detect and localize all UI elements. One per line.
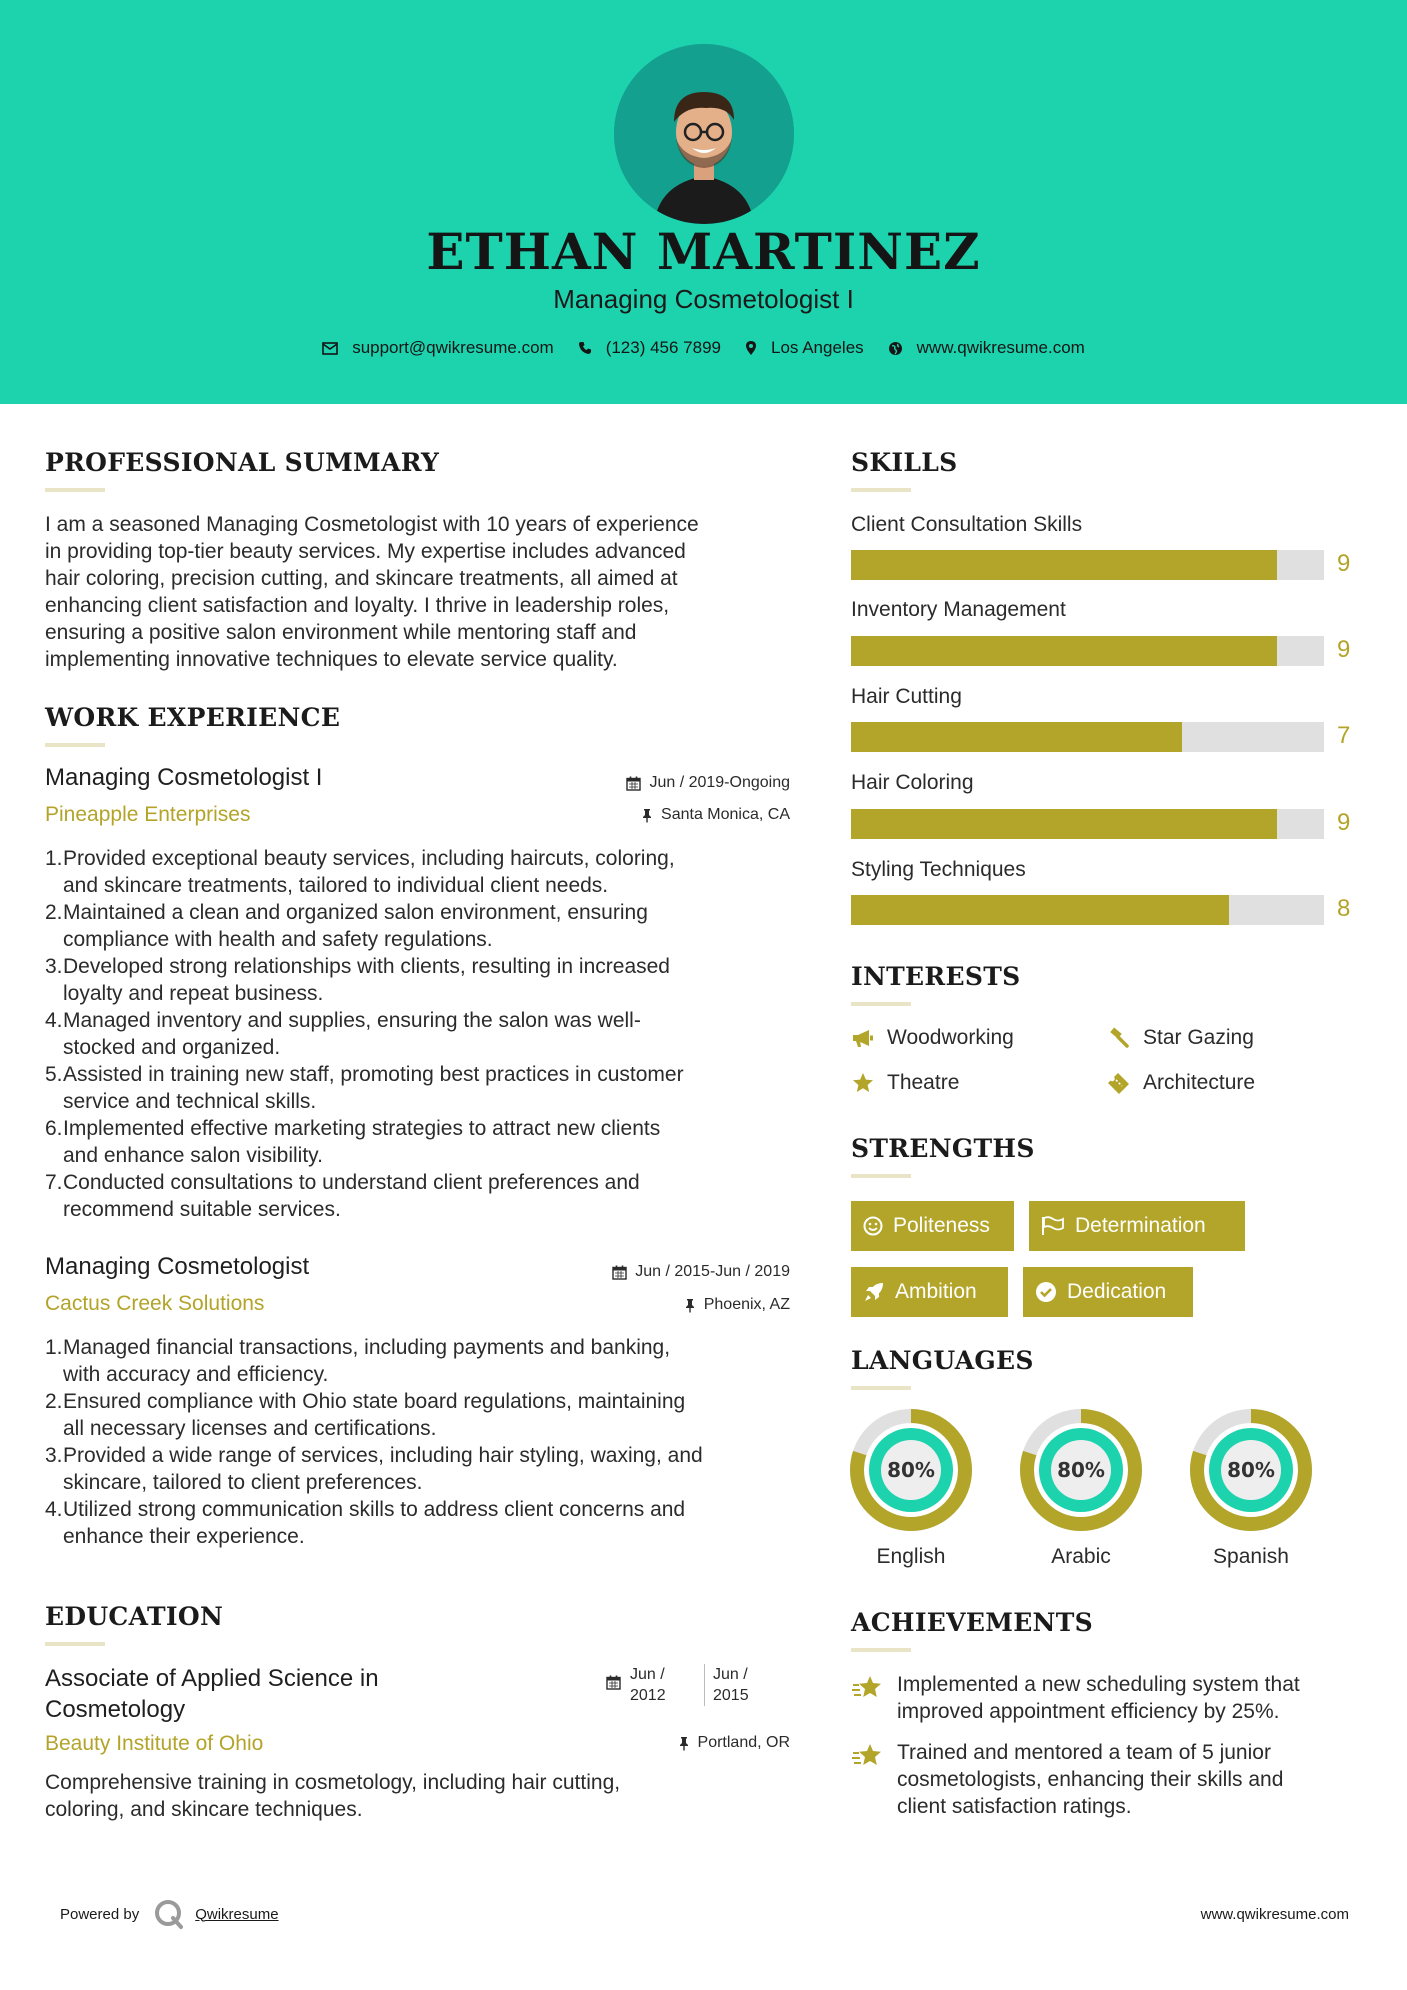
strength-label: Determination: [1075, 1214, 1206, 1237]
job-date-text: Jun / 2019-Ongoing: [649, 774, 790, 791]
summary-line: ensuring a positive salon environment while mentoring staff and: [45, 621, 637, 644]
item-line: Managed financial transactions, including payments and banking,: [63, 1336, 671, 1359]
item-line: enhance their experience.: [63, 1525, 305, 1548]
achievement-line: client satisfaction ratings.: [897, 1795, 1132, 1818]
job-date: [520, 774, 790, 792]
job-date: [520, 1263, 790, 1281]
candidate-title: Managing Cosmetologist I: [553, 284, 854, 314]
list-item: [45, 1442, 805, 1496]
pushpin-icon: [678, 1736, 690, 1751]
summary-heading: PROFESSIONAL SUMMARY: [45, 448, 440, 477]
job-date-text: Jun / 2015-Jun / 2019: [635, 1263, 790, 1280]
languages-heading: LANGUAGES: [851, 1346, 1034, 1375]
pushpin-icon: [684, 1298, 696, 1313]
list-item: [45, 1334, 805, 1388]
ring-percent: 80%: [1057, 1458, 1105, 1482]
achievement-line: cosmetologists, enhancing their skills and: [897, 1768, 1284, 1791]
experience-heading: WORK EXPERIENCE: [45, 703, 341, 732]
company-name: Cactus Creek Solutions: [45, 1292, 265, 1315]
item-number: 2.: [45, 1390, 63, 1413]
list-item: [45, 953, 805, 1007]
envelope-icon: [322, 342, 338, 355]
summary-line: implementing innovative techniques to elevate service quality.: [45, 648, 618, 671]
experience-heading-underline: [45, 743, 105, 747]
skill-label: Hair Cutting: [851, 685, 962, 708]
description-line: coloring, and skincare techniques.: [45, 1798, 363, 1821]
date-line: 2012: [630, 1687, 666, 1704]
skill-score: 7: [1337, 722, 1351, 749]
date-line: 2015: [713, 1687, 749, 1704]
strengths-heading-underline: [851, 1174, 911, 1178]
interests-heading: INTERESTS: [851, 962, 1021, 991]
calendar-icon-wrap: [606, 1675, 621, 1695]
strength-label: Dedication: [1067, 1280, 1167, 1303]
skill-bar-track: [851, 895, 1324, 925]
resume-header: [0, 0, 1407, 404]
language-ring: [850, 1409, 972, 1531]
list-item: [45, 899, 805, 953]
interest-item: [1107, 1071, 1255, 1095]
item-line: all necessary licenses and certifications.: [63, 1417, 437, 1440]
ring-percent: 80%: [887, 1458, 935, 1482]
job-responsibilities: [45, 1334, 805, 1550]
language-name: English: [876, 1545, 946, 1568]
skill-label: Hair Coloring: [851, 771, 974, 794]
job-title: Managing Cosmetologist: [45, 1253, 310, 1280]
strength-tag: [851, 1201, 1014, 1251]
item-line: and enhance salon visibility.: [63, 1144, 323, 1167]
item-line: stocked and organized.: [63, 1036, 281, 1059]
interest-label: Star Gazing: [1143, 1026, 1254, 1049]
interest-label: Theatre: [887, 1071, 960, 1094]
skill-label: Styling Techniques: [851, 858, 1026, 881]
summary-text: [45, 511, 805, 673]
skills-heading: SKILLS: [851, 448, 958, 477]
item-line: Developed strong relationships with clients, resulting in increased: [63, 955, 670, 978]
list-item: [45, 1169, 805, 1223]
education-description: [45, 1769, 805, 1823]
achievements-heading-underline: [851, 1648, 911, 1652]
profile-photo: [614, 44, 794, 224]
interest-label: Architecture: [1143, 1071, 1256, 1094]
skill-bar-track: [851, 809, 1324, 839]
footer-powered-by: [60, 1898, 279, 1930]
smile-icon: [863, 1216, 883, 1236]
item-number: 4.: [45, 1009, 63, 1032]
item-line: Provided a wide range of services, including hair styling, waxing, and: [63, 1444, 703, 1467]
item-number: 1.: [45, 847, 63, 870]
location-text: Los Angeles: [771, 338, 864, 357]
achievement-star-icon: [851, 1741, 885, 1771]
summary-line: in providing top-tier beauty services. My expertise includes advanced: [45, 540, 686, 563]
skill-score: 9: [1337, 809, 1351, 836]
item-line: recommend suitable services.: [63, 1198, 341, 1221]
item-number: 1.: [45, 1336, 63, 1359]
education-location: [520, 1734, 790, 1752]
interest-label: Woodworking: [887, 1026, 1014, 1049]
item-line: Assisted in training new staff, promoting best practices in customer: [63, 1063, 684, 1086]
language-name: Spanish: [1213, 1545, 1289, 1568]
strength-label: Politeness: [893, 1214, 990, 1237]
globe-icon: [888, 341, 903, 356]
item-number: 4.: [45, 1498, 63, 1521]
qwikresume-logo-icon: [153, 1898, 185, 1930]
skill-score: 9: [1337, 550, 1351, 577]
phone-icon: [578, 341, 592, 355]
job-title: Managing Cosmetologist I: [45, 764, 323, 791]
skill-bar-fill: [851, 636, 1277, 666]
date-line: Jun /: [630, 1666, 665, 1683]
calendar-icon: [626, 776, 641, 791]
skill-label: Inventory Management: [851, 598, 1066, 621]
item-number: 7.: [45, 1171, 63, 1194]
item-number: 3.: [45, 955, 63, 978]
calendar-icon: [606, 1675, 621, 1690]
gavel-icon: [1107, 1027, 1131, 1049]
contact-location: [745, 338, 864, 358]
degree-line: Associate of Applied Science in: [45, 1665, 379, 1692]
skill-bar-fill: [851, 722, 1182, 752]
email-text: support@qwikresume.com: [352, 338, 554, 357]
job-location-text: Phoenix, AZ: [703, 1296, 790, 1313]
brand-link[interactable]: Qwikresume: [195, 1905, 279, 1923]
summary-heading-underline: [45, 488, 105, 492]
interest-item: [851, 1026, 1014, 1050]
item-number: 6.: [45, 1117, 63, 1140]
item-line: Implemented effective marketing strategies to attract new clients: [63, 1117, 661, 1140]
map-pin-icon: [745, 340, 757, 356]
list-item: [45, 1496, 805, 1550]
website-text: www.qwikresume.com: [916, 338, 1085, 357]
skill-score: 9: [1337, 636, 1351, 663]
item-line: and skincare treatments, tailored to individual client needs.: [63, 874, 609, 897]
interest-item: [851, 1071, 959, 1095]
summary-line: enhancing client satisfaction and loyalty. I thrive in leadership roles,: [45, 594, 670, 617]
item-line: with accuracy and efficiency.: [63, 1363, 329, 1386]
language-ring: [1190, 1409, 1312, 1531]
achievement-line: improved appointment efficiency by 25%.: [897, 1700, 1280, 1723]
summary-line: I am a seasoned Managing Cosmetologist with 10 years of experience: [45, 513, 699, 536]
skill-bar-track: [851, 636, 1324, 666]
date-line: Jun /: [713, 1666, 748, 1683]
education-location-text: Portland, OR: [697, 1734, 790, 1751]
language-name: Arabic: [1051, 1545, 1111, 1568]
summary-line: hair coloring, precision cutting, and skincare treatments, all aimed at: [45, 567, 678, 590]
job-location-text: Santa Monica, CA: [661, 806, 790, 823]
skill-bar-fill: [851, 809, 1277, 839]
flag-icon: [1041, 1216, 1065, 1236]
school-name: Beauty Institute of Ohio: [45, 1732, 264, 1755]
person-portrait-icon: [614, 44, 794, 224]
bullhorn-icon: [851, 1028, 875, 1048]
item-number: 3.: [45, 1444, 63, 1467]
strength-label: Ambition: [895, 1280, 977, 1303]
candidate-name: ETHAN MARTINEZ: [426, 222, 981, 281]
item-line: compliance with health and safety regulations.: [63, 928, 493, 951]
list-item: [45, 1388, 805, 1442]
education-end-date: [704, 1664, 749, 1706]
contact-phone[interactable]: [578, 338, 721, 358]
skill-bar-track: [851, 722, 1324, 752]
item-number: 2.: [45, 901, 63, 924]
achievement-item: [851, 1671, 1371, 1725]
list-item: [45, 1007, 805, 1061]
description-line: Comprehensive training in cosmetology, including hair cutting,: [45, 1771, 621, 1794]
strength-tag: [1023, 1267, 1193, 1317]
star-icon: [851, 1072, 875, 1094]
rocket-icon: [863, 1281, 885, 1303]
interests-heading-underline: [851, 1002, 911, 1006]
contact-bar: [0, 338, 1407, 358]
degree-title: [45, 1663, 379, 1725]
footer-website[interactable]: www.qwikresume.com: [1200, 1906, 1349, 1923]
calendar-icon: [612, 1265, 627, 1280]
list-item: [45, 845, 805, 899]
education-heading: EDUCATION: [45, 1602, 224, 1631]
achievement-text: [897, 1739, 1283, 1820]
skill-bar-fill: [851, 895, 1229, 925]
job-responsibilities: [45, 845, 805, 1223]
skill-bar-fill: [851, 550, 1277, 580]
item-line: Conducted consultations to understand client preferences and: [63, 1171, 640, 1194]
achievement-line: Trained and mentored a team of 5 junior: [897, 1741, 1271, 1764]
ring-percent: 80%: [1227, 1458, 1275, 1482]
achievement-line: Implemented a new scheduling system that: [897, 1673, 1300, 1696]
ticket-icon: [1107, 1072, 1131, 1094]
pushpin-icon: [641, 808, 653, 823]
achievements-heading: ACHIEVEMENTS: [851, 1608, 1093, 1637]
list-item: [45, 1061, 805, 1115]
language-ring: [1020, 1409, 1142, 1531]
skill-label: Client Consultation Skills: [851, 513, 1083, 536]
check-circle-icon: [1035, 1281, 1057, 1303]
item-line: Provided exceptional beauty services, including haircuts, coloring,: [63, 847, 675, 870]
languages-heading-underline: [851, 1386, 911, 1390]
strength-tag: [851, 1267, 1008, 1317]
achievement-text: [897, 1671, 1300, 1725]
company-name: Pineapple Enterprises: [45, 803, 251, 826]
contact-email[interactable]: [322, 338, 554, 358]
achievement-star-icon: [851, 1673, 885, 1703]
item-number: 5.: [45, 1063, 63, 1086]
item-line: Ensured compliance with Ohio state board regulations, maintaining: [63, 1390, 686, 1413]
contact-website[interactable]: [888, 338, 1085, 358]
education-heading-underline: [45, 1642, 105, 1646]
skill-score: 8: [1337, 895, 1351, 922]
item-line: Utilized strong communication skills to address client concerns and: [63, 1498, 686, 1521]
achievement-item: [851, 1739, 1371, 1820]
item-line: Maintained a clean and organized salon environment, ensuring: [63, 901, 648, 924]
education-start-date: [630, 1664, 666, 1706]
phone-text: (123) 456 7899: [605, 338, 722, 357]
interest-item: [1107, 1026, 1254, 1050]
list-item: [45, 1115, 805, 1169]
degree-line: Cosmetology: [45, 1696, 186, 1723]
item-line: loyalty and repeat business.: [63, 982, 324, 1005]
job-location: [520, 1296, 790, 1314]
strength-tag: [1029, 1201, 1245, 1251]
item-line: service and technical skills.: [63, 1090, 317, 1113]
job-location: [520, 806, 790, 824]
strengths-heading: STRENGTHS: [851, 1134, 1035, 1163]
skills-heading-underline: [851, 488, 911, 492]
item-line: Managed inventory and supplies, ensuring the salon was well-: [63, 1009, 641, 1032]
item-line: skincare, tailored to client preferences.: [63, 1471, 423, 1494]
powered-by-text: Powered by: [60, 1905, 140, 1923]
skill-bar-track: [851, 550, 1324, 580]
